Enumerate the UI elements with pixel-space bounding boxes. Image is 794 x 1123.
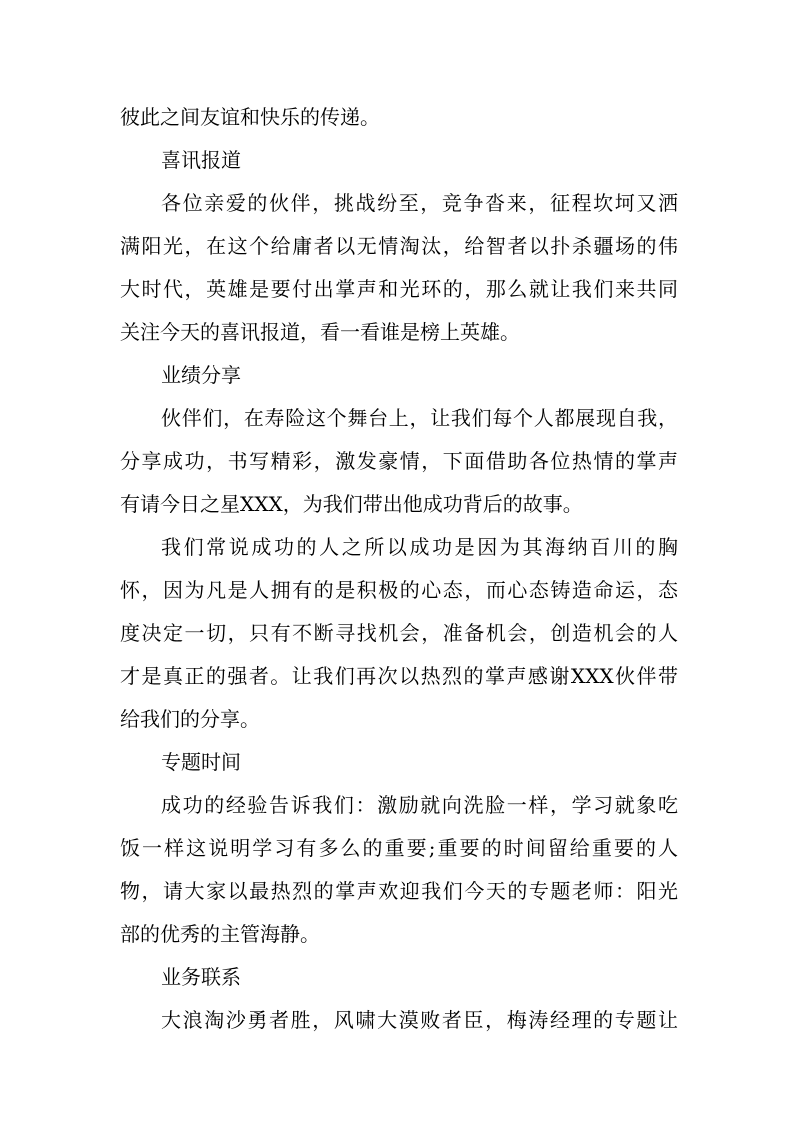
text-line: 成功的经验告诉我们：激励就向洗脸一样，学习就象吃: [161, 793, 678, 817]
text-line: 伙伴们，在寿险这个舞台上，让我们每个人都展现自我，: [161, 406, 678, 430]
text-line: 给我们的分享。: [120, 707, 260, 731]
document-body: [120, 96, 678, 1042]
text-line: 喜讯报道: [161, 148, 241, 172]
text-line: 业务联系: [161, 965, 241, 989]
text-line: 部的优秀的主管海静。: [120, 922, 320, 946]
text-line: 分享成功，书写精彩，激发豪情，下面借助各位热情的掌声: [120, 449, 678, 473]
text-line: 才是真正的强者。让我们再次以热烈的掌声感谢XXX伙伴带: [120, 664, 678, 688]
text-line: 各位亲爱的伙伴，挑战纷至，竞争沓来，征程坎坷又洒: [161, 191, 678, 215]
text-line: 关注今天的喜讯报道，看一看谁是榜上英雄。: [120, 320, 520, 344]
text-line: 业绩分享: [161, 363, 241, 387]
text-line: 物，请大家以最热烈的掌声欢迎我们今天的专题老师：阳光: [120, 879, 678, 903]
text-line: 度决定一切，只有不断寻找机会，准备机会，创造机会的人: [120, 621, 678, 645]
text-line: 我们常说成功的人之所以成功是因为其海纳百川的胸: [161, 535, 678, 559]
text-line: 彼此之间友谊和快乐的传递。: [120, 105, 380, 129]
text-line: 饭一样这说明学习有多么的重要;重要的时间留给重要的人: [120, 836, 678, 860]
text-line: 大时代，英雄是要付出掌声和光环的，那么就让我们来共同: [120, 277, 678, 301]
text-line: 满阳光，在这个给庸者以无情淘汰，给智者以扑杀疆场的伟: [120, 234, 678, 258]
text-line: 有请今日之星XXX，为我们带出他成功背后的故事。: [120, 492, 583, 516]
text-line: 专题时间: [161, 750, 241, 774]
text-line: 大浪淘沙勇者胜，风啸大漠败者臣，梅涛经理的专题让: [161, 1008, 678, 1032]
text-line: 怀，因为凡是人拥有的是积极的心态，而心态铸造命运，态: [120, 578, 678, 602]
